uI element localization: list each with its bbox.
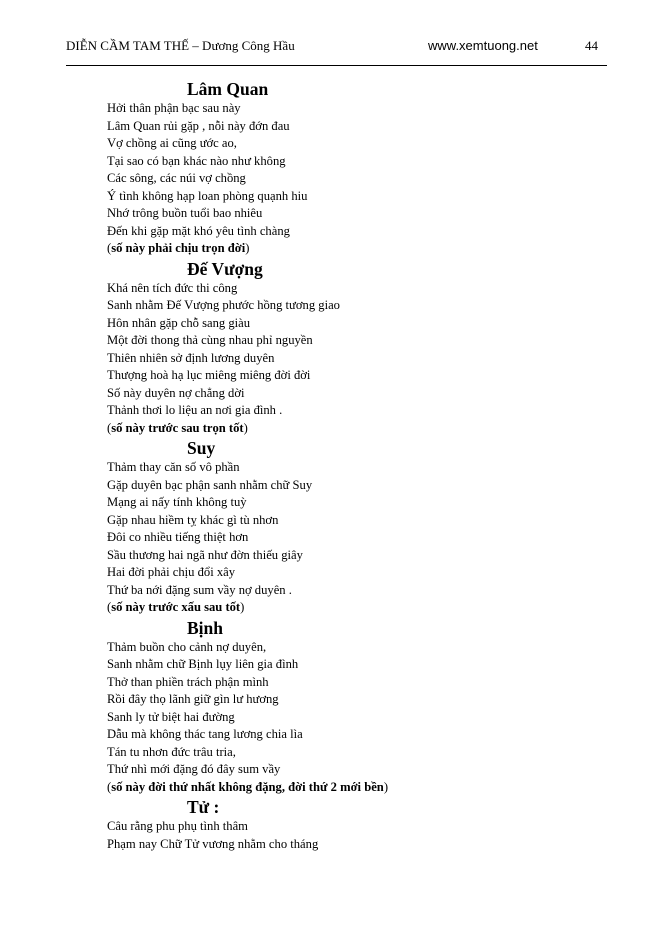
poem-body — [107, 78, 607, 853]
verse-line: Mạng ai nấy tính không tuỳ — [107, 495, 247, 509]
verse-line: Thảm buồn cho cảnh nợ duyên, — [107, 639, 267, 654]
section-note: (số này trước sau trọn tốt) — [107, 420, 248, 435]
verse-line: Gặp nhau hiềm tỵ khác gì tù nhơn — [107, 512, 279, 527]
verse-line: Ý tình không hạp loan phòng quạnh hiu — [107, 188, 308, 203]
verse-line: Sanh ly tử biệt hai đường — [107, 709, 235, 724]
verse-line: Nhớ trông buồn tuổi bao nhiêu — [107, 206, 263, 220]
section-note: (số này trước xấu sau tốt) — [107, 600, 245, 614]
poem-section — [107, 437, 607, 617]
verse-line: Lâm Quan rủi gặp , nỗi này đớn đau — [107, 118, 290, 133]
section-note: (số này phải chịu trọn đời) — [107, 241, 250, 255]
verse-line: Gặp duyên bạc phận sanh nhằm chữ Suy — [107, 477, 313, 492]
verse-line: Số này duyên nợ chẳng dời — [107, 385, 245, 400]
section-note-text: số này trước xấu sau tốt — [111, 600, 241, 614]
section-title: Đế Vượng — [187, 258, 263, 279]
section-note-text: số này đời thứ nhất không đặng, đời thứ 2 mới bền — [111, 779, 384, 794]
verse-line: Câu rằng phu phụ tình thâm — [107, 819, 248, 833]
section-note: (số này đời thứ nhất không đặng, đời thứ 2 mới bền) — [107, 779, 389, 794]
section-title: Lâm Quan — [187, 79, 269, 99]
verse-line: Thảnh thơi lo liệu an nơi gia đình . — [107, 403, 283, 417]
header-rule — [66, 65, 607, 66]
verse-line: Các sông, các núi vợ chồng — [107, 171, 246, 185]
verse-line: Đôi co nhiều tiếng thiệt hơn — [107, 530, 249, 544]
verse-line: Thượng hoà hạ lục miêng miêng đời đời — [107, 368, 311, 382]
verse-line: Hai đời phải chịu đổi xây — [107, 565, 236, 579]
poem-section — [107, 78, 607, 258]
verse-line: Hôn nhân gặp chỗ sang giàu — [107, 315, 251, 330]
verse-line: Vợ chồng ai cũng ước ao, — [107, 136, 237, 150]
poem-section — [107, 796, 607, 853]
verse-line: Thiên nhiên sở định lương duyên — [107, 350, 275, 365]
verse-line: Thứ nhì mới đặng đó đây sum vầy — [107, 762, 281, 776]
verse-line: Sanh nhằm chữ Bịnh lụy liên gia đình — [107, 657, 299, 671]
section-note-text: số này phải chịu trọn đời — [111, 241, 246, 255]
verse-line: Một đời thong thả cùng nhau phỉ nguyền — [107, 333, 313, 347]
section-title: Bịnh — [187, 617, 223, 638]
poem-section — [107, 258, 607, 438]
website-url: www.xemtuong.net — [428, 38, 538, 53]
book-title: DIỄN CẦM TAM THẾ – Dương Công Hầu — [66, 38, 295, 53]
verse-line: Khá nên tích đức thi công — [107, 280, 238, 295]
verse-line: Tại sao có bạn khác nào như không — [107, 153, 286, 168]
section-title: Suy — [187, 438, 216, 458]
verse-line: Thứ ba nới đặng sum vầy nợ duyên . — [107, 582, 292, 597]
verse-line: Thở than phiền trách phận mình — [107, 674, 269, 689]
verse-line: Sanh nhằm Đế Vượng phước hồng tương giao — [107, 298, 340, 312]
verse-line: Dẫu mà không thác tang lương chia lìa — [107, 727, 303, 741]
poem-section — [107, 617, 607, 797]
page-number: 44 — [585, 38, 598, 53]
verse-line: Sầu thương hai ngã như đờn thiếu giây — [107, 547, 303, 562]
verse-line: Tán tu nhơn đức trâu tria, — [107, 744, 236, 759]
page-header — [66, 38, 606, 58]
verse-line: Phạm nay Chữ Tử vương nhằm cho tháng — [107, 836, 319, 851]
verse-line: Rồi đây thọ lãnh giữ gìn lư hương — [107, 692, 279, 706]
verse-line: Đến khi gặp mặt khó yêu tình chàng — [107, 223, 290, 238]
section-note-text: số này trước sau trọn tốt — [111, 420, 244, 435]
section-title: Tử : — [187, 797, 220, 817]
verse-line: Hởi thân phận bạc sau này — [107, 101, 241, 115]
verse-line: Thảm thay căn số vô phần — [107, 460, 240, 474]
